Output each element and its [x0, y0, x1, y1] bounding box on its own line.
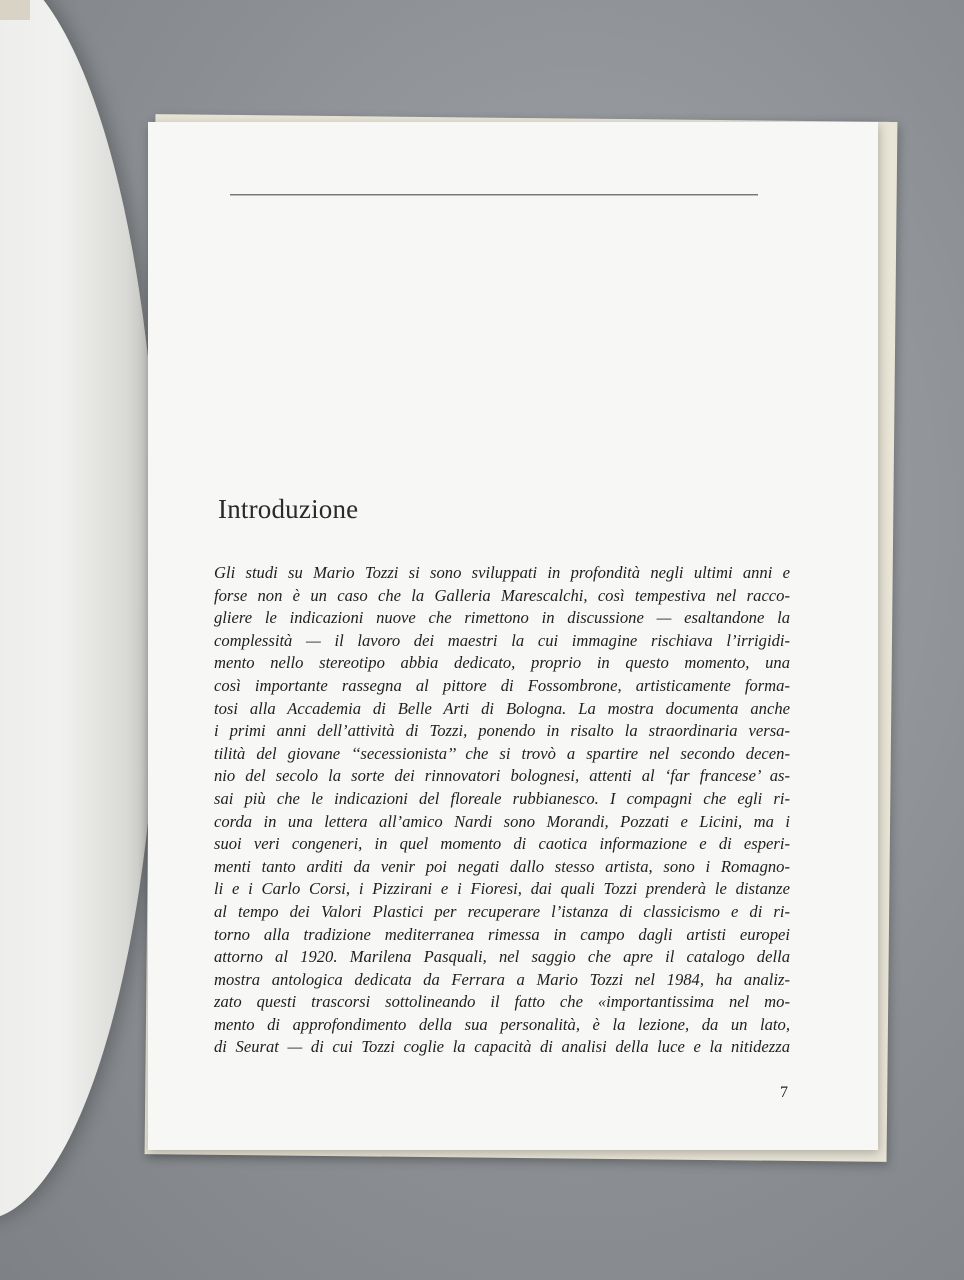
text-line: mento nello stereotipo abbia dedicato, proprio in questo momento, una — [214, 653, 790, 673]
text-line: li e i Carlo Corsi, i Pizzirani e i Fioresi, dai quali Tozzi prenderà le distanze — [214, 879, 790, 899]
book-page — [148, 122, 878, 1150]
text-line: tilità del giovane ‘‘secessionista’’ che si trovò a spartire nel secondo decen- — [214, 743, 790, 763]
text-line: attorno al 1920. Marilena Pasquali, nel saggio che apre il catalogo della — [214, 947, 790, 967]
text-line: forse non è un caso che la Galleria Marescalchi, così tempestiva nel racco- — [214, 585, 790, 605]
text-line: zato questi trascorsi sottolineando il fatto che «importantissima nel mo- — [214, 992, 790, 1012]
text-line: sai più che le indicazioni del floreale rubbianesco. I compagni che egli ri- — [214, 788, 790, 808]
text-line: torno alla tradizione mediterranea rimessa in campo dagli artisti europei — [214, 924, 790, 944]
header-rule — [230, 194, 758, 196]
text-line: tosi alla Accademia di Belle Arti di Bologna. La mostra documenta anche — [214, 698, 790, 718]
text-line: al tempo dei Valori Plastici per recuperare l’istanza di classicismo e di ri- — [214, 901, 790, 921]
chapter-title: Introduzione — [218, 494, 359, 524]
text-line: suoi veri congeneri, in quel momento di caotica informazione e di esperi- — [214, 834, 790, 854]
text-line: complessità — il lavoro dei maestri la cui immagine rischiava l’irrigidi- — [214, 630, 790, 650]
page-number: 7 — [780, 1084, 788, 1101]
text-line: di Seurat — di cui Tozzi coglie la capacità di analisi della luce e la nitidezza — [214, 1037, 790, 1057]
text-line: nio del secolo la sorte dei rinnovatori bolognesi, attenti al ‘far francese’ as- — [214, 766, 790, 786]
text-line: gliere le indicazioni nuove che rimettono in discussione — esaltandone la — [214, 608, 790, 628]
text-line: mostra antologica dedicata da Ferrara a Mario Tozzi nel 1984, ha analiz- — [214, 969, 790, 989]
text-line: corda in una lettera all’amico Nardi sono Morandi, Pozzati e Licini, ma i — [214, 811, 790, 831]
text-line: i primi anni dell’attività di Tozzi, ponendo in risalto la straordinaria versa- — [214, 721, 790, 741]
cover-edge — [0, 0, 30, 20]
text-line: Gli studi su Mario Tozzi si sono sviluppati in profondità negli ultimi anni e — [214, 563, 790, 582]
text-line: mento di approfondimento della sua personalità, è la lezione, da un lato, — [214, 1014, 790, 1034]
text-line: così importante rassegna al pittore di Fossombrone, artisticamente forma- — [214, 675, 790, 695]
text-line: menti tanto arditi da venir poi negati dallo stesso artista, sono i Romagno- — [214, 856, 790, 876]
body-paragraph — [214, 562, 790, 1059]
